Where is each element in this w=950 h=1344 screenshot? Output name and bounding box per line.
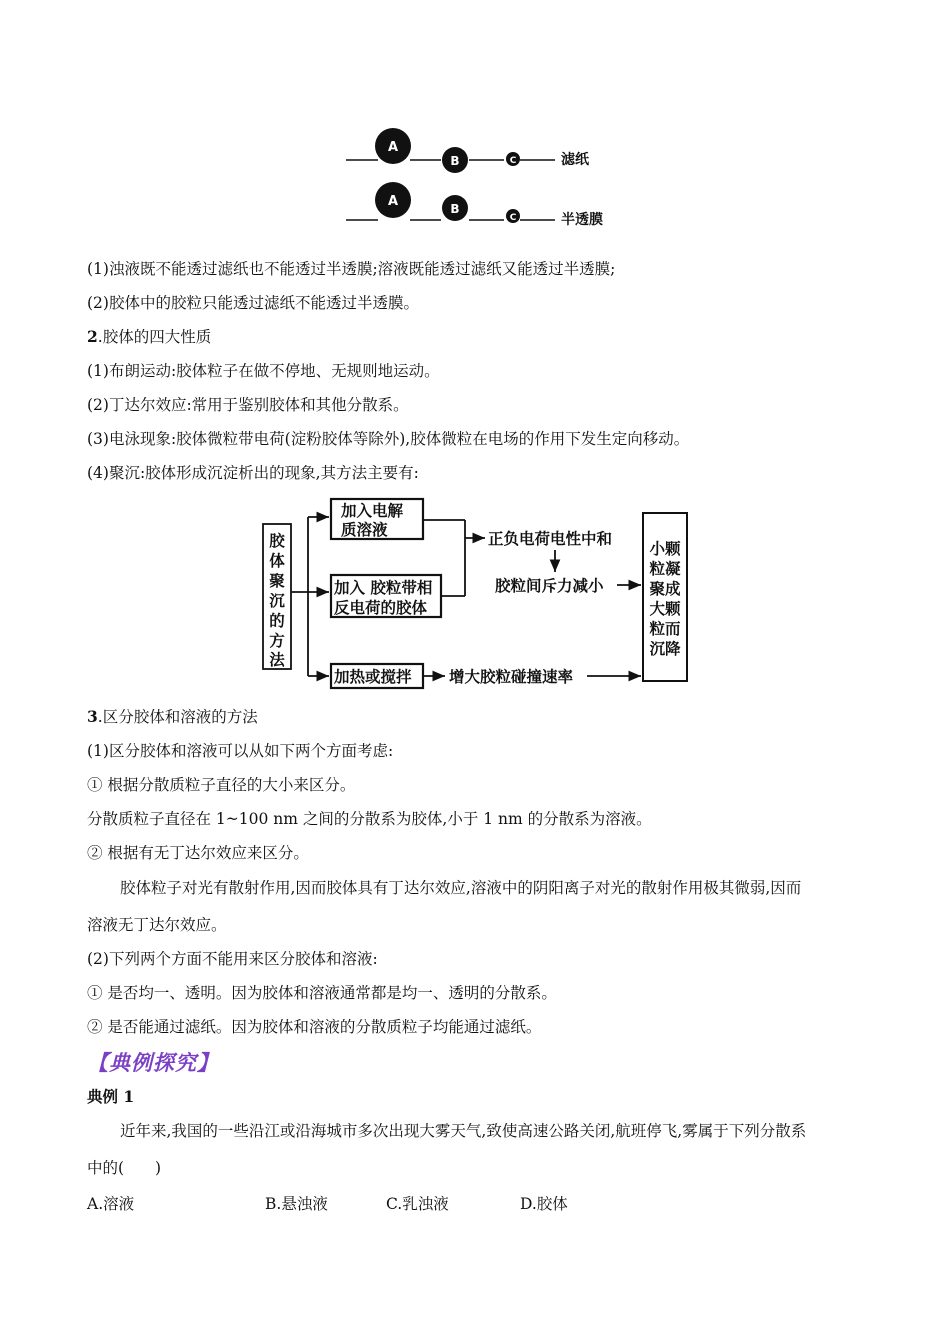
svg-text:沉降: 沉降 xyxy=(649,640,681,658)
option-c: C.乳浊液 xyxy=(386,1195,449,1213)
option-a: A.溶液 xyxy=(87,1195,135,1213)
example-question-line-2: 中的( ) xyxy=(87,1159,162,1177)
filtration-diagram xyxy=(340,120,630,235)
section3-line-5: (2)下列两个方面不能用来区分胶体和溶液: xyxy=(87,950,378,968)
mid1-text: 正负电荷电性中和 xyxy=(488,530,613,548)
svg-text:聚成: 聚成 xyxy=(649,580,681,598)
svg-text:聚: 聚 xyxy=(269,572,285,590)
example-question-line-1: 近年来,我国的一些沿江或沿海城市多次出现大雾天气,致使高速公路关闭,航班停飞,雾属于下列分散系 xyxy=(120,1122,807,1140)
svg-text:法: 法 xyxy=(269,651,285,669)
svg-text:粒凝: 粒凝 xyxy=(649,560,681,578)
svg-text:A: A xyxy=(387,194,399,209)
box1-line1: 加入电解 xyxy=(341,502,404,520)
section3-indent-line-1: 胶体粒子对光有散射作用,因而胶体具有丁达尔效应,溶液中的阴阳离子对光的散射作用极其微弱,因而 xyxy=(120,879,802,897)
svg-text:方: 方 xyxy=(269,632,285,650)
intro-line-2: (2)胶体中的胶粒只能透过滤纸不能透过半透膜。 xyxy=(87,294,419,312)
membrane-label: 半透膜 xyxy=(561,212,603,228)
box3-text: 加热或搅拌 xyxy=(334,668,412,686)
section2-item-2: (2)丁达尔效应:常用于鉴别胶体和其他分散系。 xyxy=(87,396,409,414)
svg-text:C: C xyxy=(509,156,517,166)
svg-text:B: B xyxy=(450,202,460,216)
section2-heading: 2.胶体的四大性质 xyxy=(87,327,212,346)
section2-item-3: (3)电泳现象:胶体微粒带电荷(淀粉胶体等除外),胶体微粒在电场的作用下发生定向移动。 xyxy=(87,430,690,448)
left-box-text xyxy=(269,531,285,669)
svg-text:粒而: 粒而 xyxy=(649,620,681,638)
svg-text:胶: 胶 xyxy=(269,532,285,550)
svg-text:的: 的 xyxy=(269,612,285,630)
intro-line-1: (1)浊液既不能透过滤纸也不能透过半透膜;溶液既能透过滤纸又能透过半透膜; xyxy=(87,260,616,278)
svg-text:小颗: 小颗 xyxy=(649,540,681,558)
section2-item-4: (4)聚沉:胶体形成沉淀析出的现象,其方法主要有: xyxy=(87,464,419,482)
svg-text:沉: 沉 xyxy=(269,592,285,610)
filter-paper-label: 滤纸 xyxy=(561,152,589,168)
svg-text:大颗: 大颗 xyxy=(649,600,681,618)
section3-line-6: ① 是否均一、透明。因为胶体和溶液通常都是均一、透明的分散系。 xyxy=(87,984,557,1002)
svg-text:C: C xyxy=(509,213,517,223)
section3-line-4: ② 根据有无丁达尔效应来区分。 xyxy=(87,844,309,862)
section3-line-1: (1)区分胶体和溶液可以从如下两个方面考虑: xyxy=(87,742,394,760)
box2-line1: 加入 胶粒带相 xyxy=(334,579,433,597)
section3-line-7: ② 是否能通过滤纸。因为胶体和溶液的分散质粒子均能通过滤纸。 xyxy=(87,1018,542,1036)
box1-line2: 质溶液 xyxy=(341,521,388,539)
right-box-text xyxy=(649,539,681,658)
example-label: 典例 1 xyxy=(87,1087,135,1106)
section3-line-2: ① 根据分散质粒子直径的大小来区分。 xyxy=(87,776,356,794)
mid2-text: 胶粒间斥力减小 xyxy=(495,577,604,595)
mid3-text: 增大胶粒碰撞速率 xyxy=(449,668,574,686)
svg-text:A: A xyxy=(387,140,399,155)
option-d: D.胶体 xyxy=(520,1195,568,1213)
section3-line-3: 分散质粒子直径在 1~100 nm 之间的分散系为胶体,小于 1 nm 的分散系为溶液。 xyxy=(87,810,652,828)
section2-item-1: (1)布朗运动:胶体粒子在做不停地、无规则地运动。 xyxy=(87,362,440,380)
section3-heading: 3.区分胶体和溶液的方法 xyxy=(87,707,258,726)
box2-line2: 反电荷的胶体 xyxy=(334,599,428,617)
example-section-heading: 【典例探究】 xyxy=(87,1050,219,1075)
section3-indent-line-2: 溶液无丁达尔效应。 xyxy=(87,916,227,934)
svg-text:体: 体 xyxy=(269,552,285,570)
svg-text:B: B xyxy=(450,154,460,168)
coagulation-flow-diagram xyxy=(255,492,700,697)
option-b: B.悬浊液 xyxy=(265,1195,328,1213)
